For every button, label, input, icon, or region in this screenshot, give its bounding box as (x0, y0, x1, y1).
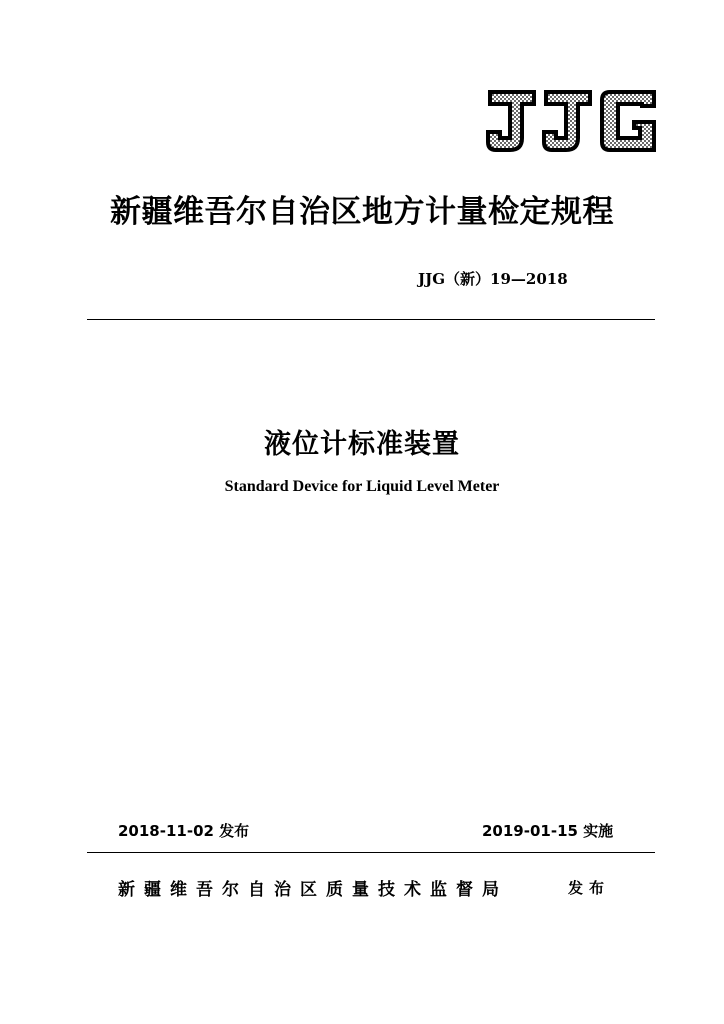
publisher-name: 新疆维吾尔自治区质量技术监督局 (118, 880, 508, 900)
bottom-divider (87, 852, 655, 853)
issue-date: 2018-11-02 发布 (118, 822, 250, 840)
logo-letter-j-2 (542, 90, 592, 152)
jjg-logo (484, 86, 658, 156)
document-title-en: Standard Device for Liquid Level Meter (224, 478, 500, 495)
document-title-cn: 液位计标准装置 (264, 429, 460, 460)
regulation-code: JJG（新）19—2018 (418, 270, 568, 288)
effective-date: 2019-01-15 实施 (482, 822, 614, 840)
regulation-series-title: 新疆维吾尔自治区地方计量检定规程 (110, 194, 614, 230)
logo-letter-g (600, 90, 656, 152)
logo-letter-j-1 (486, 90, 536, 152)
top-divider (87, 319, 655, 320)
publisher-action: 发布 (568, 879, 611, 897)
